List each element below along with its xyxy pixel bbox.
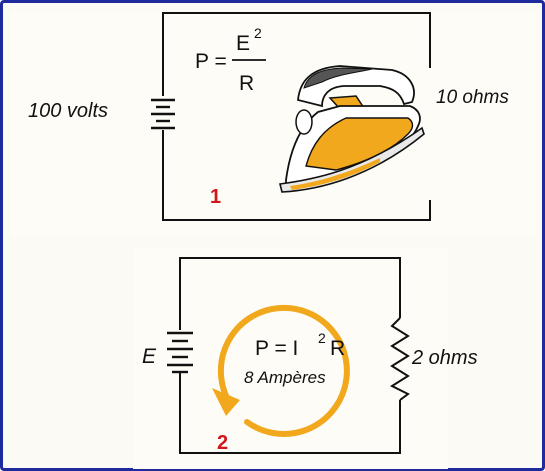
circuit-1 <box>28 13 509 220</box>
formula-1-lhs: P = <box>195 50 227 73</box>
panel-2-number: 2 <box>217 432 229 454</box>
formula-2-lhs: P = I <box>255 337 299 360</box>
formula-2-rhs: R <box>330 337 346 360</box>
formula-1-exponent: 2 <box>254 25 262 41</box>
battery-icon <box>150 96 176 130</box>
resistor-icon <box>392 318 408 400</box>
formula-1-denominator: R <box>239 72 255 95</box>
circuit-2 <box>142 258 478 454</box>
load-2-label: 2 ohms <box>412 347 478 369</box>
battery-icon <box>167 333 193 372</box>
source-1-label: 100 volts <box>28 100 109 122</box>
formula-2-exponent: 2 <box>318 330 326 346</box>
load-1-label: 10 ohms <box>436 87 509 108</box>
panel-1-number: 1 <box>210 186 222 208</box>
iron-icon <box>266 66 434 200</box>
formula-1-numerator: E <box>236 32 251 55</box>
source-2-label: E <box>142 345 157 368</box>
current-label: 8 Ampères <box>244 368 326 387</box>
